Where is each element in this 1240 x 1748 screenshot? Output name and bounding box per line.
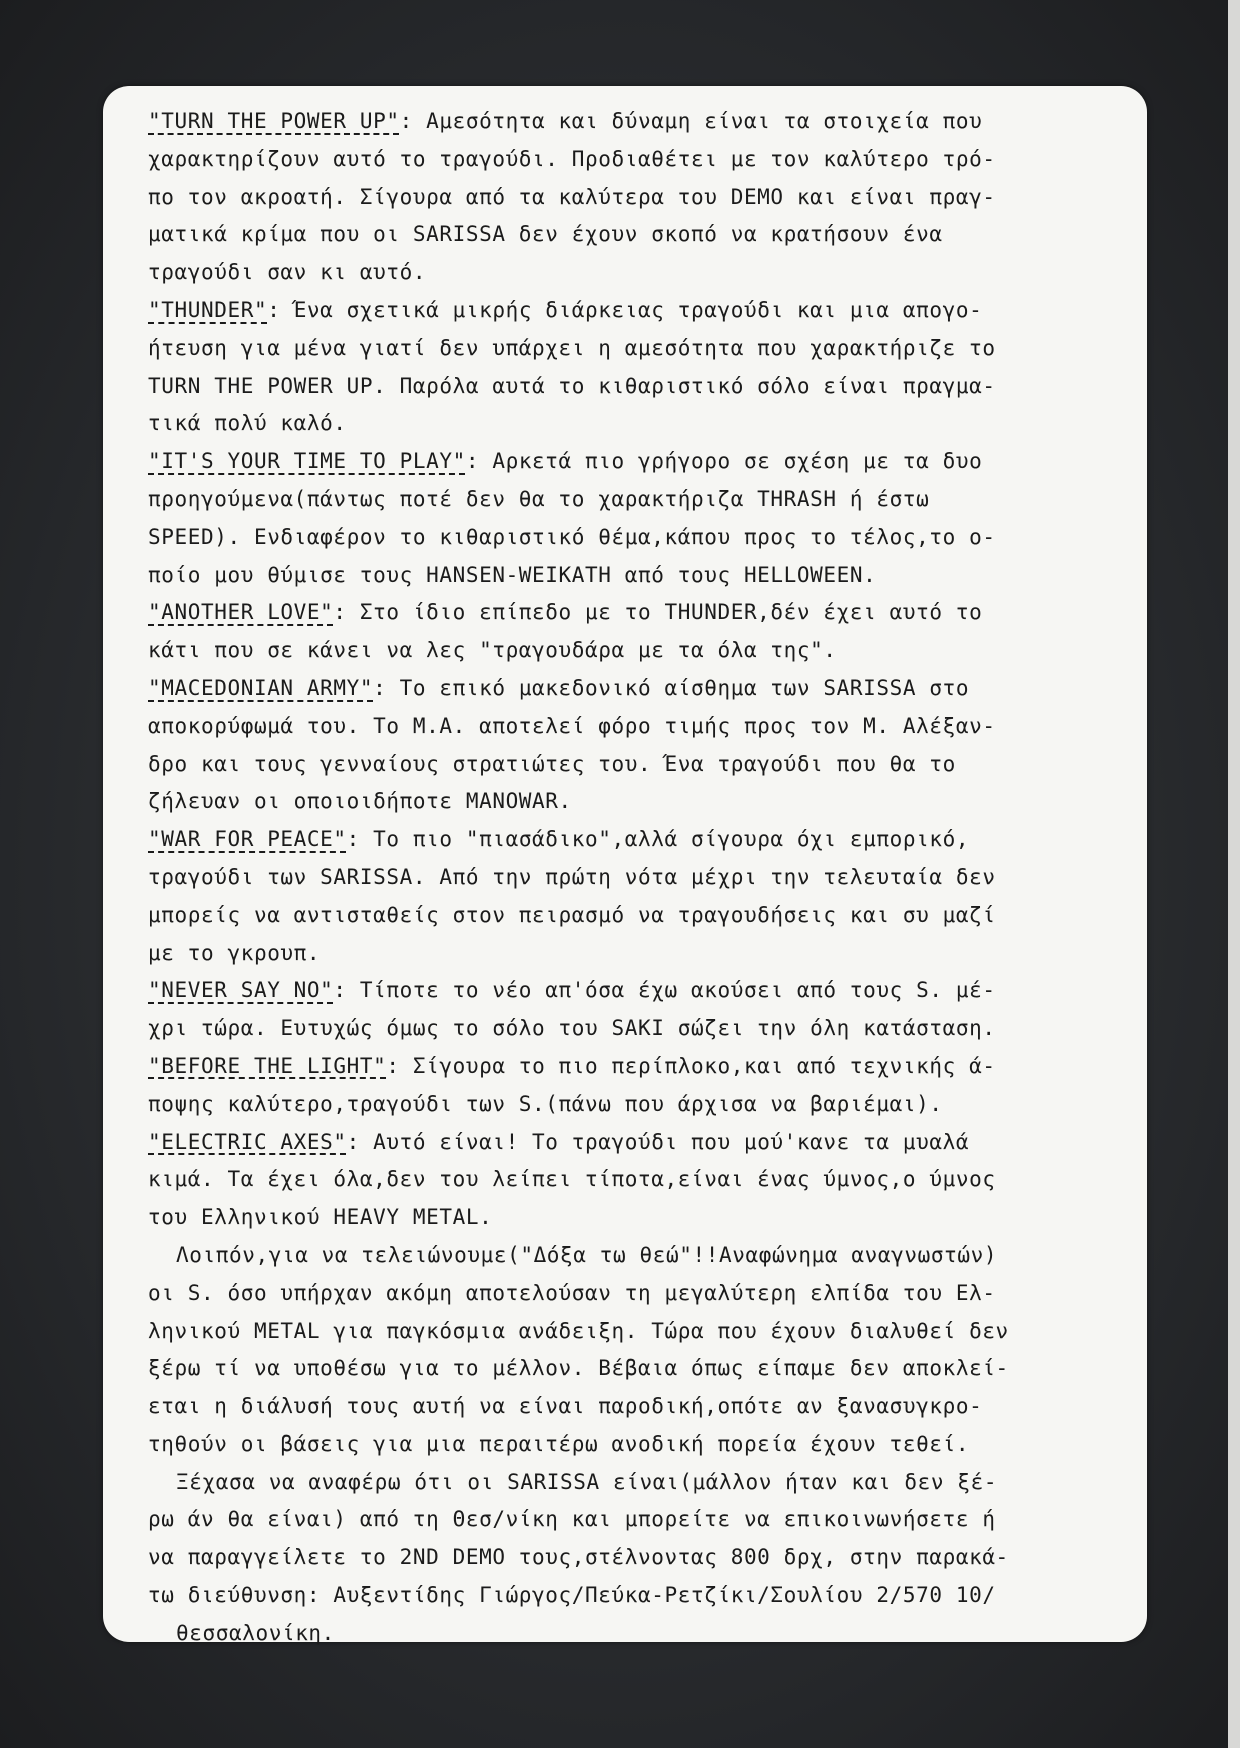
text-line: ξέρω τί να υποθέσω για το μέλλον. Βέβαια όπως είπαμε δεν αποκλεί- [148,1356,1009,1381]
review-text: : Σίγουρα το πιο περίπλοκο,και από τεχνικής ά- [386,1053,996,1078]
scan-edge [1228,0,1240,1748]
text-line [148,972,1128,1010]
text-line: μπορείς να αντισταθείς στον πειρασμό να τραγουδήσεις και συ μαζί [148,902,996,927]
review-paragraph [148,821,1128,972]
text-line: οι S. όσο υπήρχαν ακόμη αποτελούσαν τη μεγαλύτερη ελπίδα του Ελ- [148,1280,996,1305]
text-line: να παραγγείλετε το 2ND DEMO τους,στέλνοντας 800 δρχ, στην παρακά- [148,1545,1009,1570]
review-paragraph [148,443,1128,594]
review-paragraph [148,670,1128,821]
song-title: "WAR FOR PEACE" [148,827,347,852]
review-paragraph [148,103,1128,292]
text-line: ήτευση για μένα γιατί δεν υπάρχει η αμεσότητα που χαρακτήριζε το [148,335,996,360]
review-text: : Στο ίδιο επίπεδο με το THUNDER,δέν έχει αυτό το [333,600,983,625]
text-line: τικά πολύ καλό. [148,411,347,436]
text-line: ρω άν θα είναι) από τη Θεσ/νίκη και μπορείτε να επικοινωνήσετε ή [148,1507,996,1532]
text-line: τω διεύθυνση: Αυξεντίδης Γιώργος/Πεύκα-Ρετζίκι/Σουλίου 2/570 10/ [148,1583,996,1608]
review-paragraph [148,972,1128,1048]
review-paragraph [148,292,1128,443]
song-title: "ANOTHER LOVE" [148,600,334,625]
closing-paragraph [148,1464,1128,1653]
text-line: ποψης καλύτερο,τραγούδι των S.(πάνω που άρχισα να βαριέμαι). [148,1091,943,1116]
review-paragraph [148,1048,1128,1124]
text-line: TURN THE POWER UP. Παρόλα αυτά το κιθαριστικό σόλο είναι πραγμα- [148,373,996,398]
song-title: "NEVER SAY NO" [148,978,334,1003]
text-line: θεσσαλονίκη. [176,1620,335,1645]
text-line: τηθούν οι βάσεις για μια περαιτέρω ανοδική πορεία έχουν τεθεί. [148,1431,970,1456]
review-text: : Τίποτε το νέο απ'όσα έχω ακούσει από τους S. μέ- [333,978,996,1003]
text-line: κιμά. Τα έχει όλα,δεν του λείπει τίποτα,είναι ένας ύμνος,ο ύμνος [148,1167,996,1192]
text-line: ματικά κρίμα που οι SARISSA δεν έχουν σκοπό να κρατήσουν ένα [148,222,943,247]
review-text: : Αμεσότητα και δύναμη είναι τα στοιχεία που [399,109,983,133]
text-line: ληνικού METAL για παγκόσμια ανάδειξη. Τώρα που έχουν διαλυθεί δεν [148,1318,1009,1343]
text-line: εται η διάλυσή τους αυτή να είναι παροδική,οπότε αν ξανασυγκρο- [148,1394,983,1419]
text-line: Λοιπόν,για να τελειώνουμε("Δόξα τω θεώ"!!Αναφώνημα αναγνωστών) [176,1242,998,1267]
text-line: ζήλευαν οι οποιοιδήποτε MANOWAR. [148,789,572,814]
text-line: του Ελληνικού HEAVY METAL. [148,1205,493,1230]
text-line: τραγούδι των SARISSA. Από την πρώτη νότα μέχρι την τελευταία δεν [148,864,996,889]
song-title: "BEFORE THE LIGHT" [148,1053,387,1078]
text-line: χαρακτηρίζουν αυτό το τραγούδι. Προδιαθέτει με τον καλύτερο τρό- [148,146,996,171]
song-title: "IT'S YOUR TIME TO PLAY" [148,449,466,474]
review-text: : Το πιο "πιασάδικο",αλλά σίγουρα όχι εμπορικό, [346,827,970,852]
text-line: SPEED). Ενδιαφέρον το κιθαριστικό θέμα,κάπου προς το τέλος,το ο- [148,524,996,549]
text-line: αποκορύφωμά του. Το Μ.Α. αποτελεί φόρο τιμής προς τον Μ. Αλέξαν- [148,713,996,738]
text-line: δρο και τους γενναίους στρατιώτες του. Ένα τραγούδι που θα το [148,751,956,776]
text-line [148,1124,1128,1162]
document-body [148,103,1128,1653]
text-line: τραγούδι σαν κι αυτό. [148,260,427,285]
text-line: με το γκρουπ. [148,940,321,965]
text-line [148,103,1128,141]
review-text: : Ένα σχετικά μικρής διάρκειας τραγούδι και μια απογο- [267,297,983,322]
review-paragraph [148,594,1128,670]
song-title: "MACEDONIAN ARMY" [148,675,374,700]
text-line [148,1048,1128,1086]
text-line: Ξέχασα να αναφέρω ότι οι SARISSA είναι(μάλλον ήταν και δεν ξέ- [176,1469,998,1494]
text-line [148,292,1128,330]
review-text: : Το επικό μακεδονικό αίσθημα των SARISSA στο [373,675,970,700]
text-line: ποίο μου θύμισε τους HANSEN-WEIKATH από τους HELLOWEEN. [148,562,877,587]
text-line [148,443,1128,481]
song-title: "ELECTRIC AXES" [148,1129,347,1154]
song-title: "TURN THE POWER UP" [148,109,400,133]
song-title: "THUNDER" [148,297,268,322]
text-line: χρι τώρα. Ευτυχώς όμως το σόλο του SAKI σώζει την όλη κατάσταση. [148,1016,996,1041]
review-text: : Αυτό είναι! Το τραγούδι που μού'κανε τα μυαλά [346,1129,970,1154]
text-line [148,594,1128,632]
text-line: προηγούμενα(πάντως ποτέ δεν θα το χαρακτήριζα THRASH ή έστω [148,486,930,511]
review-paragraph [148,1124,1128,1237]
text-line [148,670,1128,708]
text-line: πο τον ακροατή. Σίγουρα από τα καλύτερα του DEMO και είναι πραγ- [148,184,996,209]
text-line [148,821,1128,859]
text-line: κάτι που σε κάνει να λες "τραγουδάρα με τα όλα της". [148,638,837,663]
review-text: : Αρκετά πιο γρήγορο σε σχέση με τα δυο [465,449,983,474]
closing-paragraph [148,1237,1128,1464]
